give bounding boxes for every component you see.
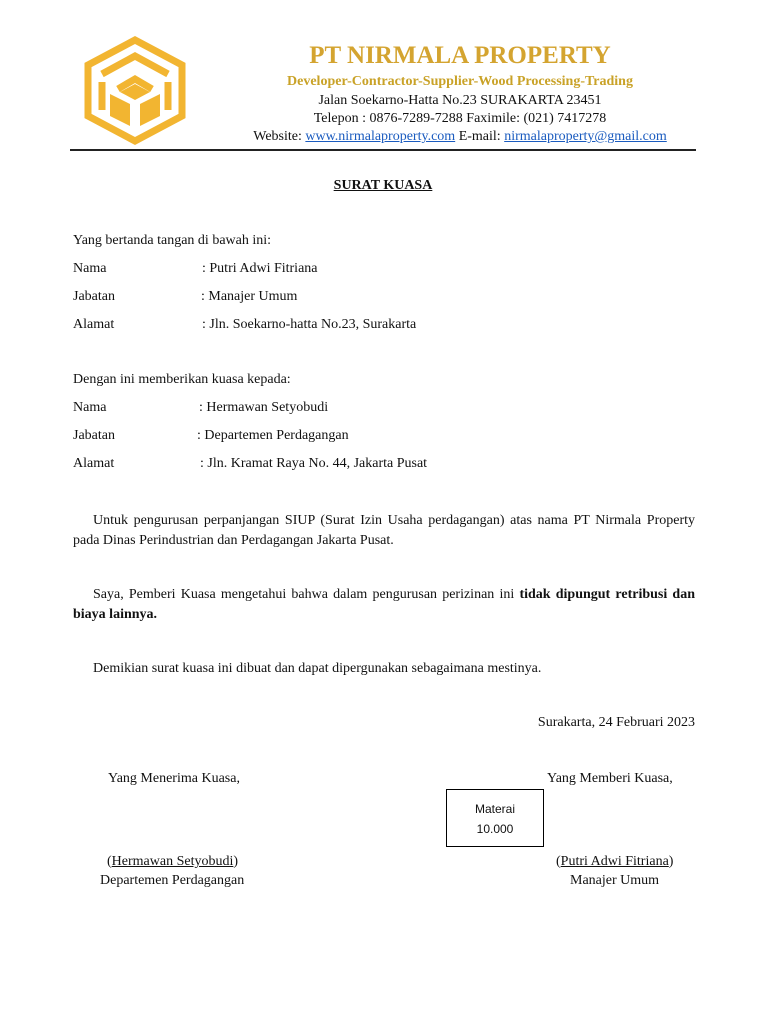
receiver-title: Departemen Perdagangan [100,873,245,888]
stamp-value: 10.000 [476,822,514,836]
company-tagline: Developer-Contractor-Supplier-Wood Processing-Trading [287,74,633,89]
email-label: E-mail: [455,129,505,144]
grantor-name-label: Nama [73,261,107,276]
giver-name: Putri Adwi Fitriana [560,854,669,869]
giver-name-line: (Putri Adwi Fitriana) [556,854,674,869]
grantee-name-value: : Hermawan Setyobudi [199,400,329,415]
place-date: Surakarta, 24 Februari 2023 [537,715,695,730]
receiver-name: Hermawan Setyobudi [111,854,234,869]
company-logo-icon [80,34,190,146]
company-phone: Telepon : 0876-7289-7288 Faximile: (021) 7417278 [313,111,607,126]
website-label: Website: [253,129,306,144]
grantor-address-value: : Jln. Soekarno-hatta No.23, Surakarta [202,317,417,332]
purpose-text: Untuk pengurusan perpanjangan SIUP (Surat Izin Usaha perdagangan) atas nama PT Nirmala Property pada Dinas Perindustrian dan Perdagangan Jakarta Pusat. [73,513,695,548]
company-contact [190,128,730,146]
fee-paragraph [73,585,695,625]
grantor-name-value: : Putri Adwi Fitriana [202,261,318,276]
website-link[interactable]: www.nirmalaproperty.com [305,129,456,144]
grantor-address-label: Alamat [73,317,115,332]
grantee-name-label: Nama [73,400,107,415]
purpose-paragraph [73,511,695,551]
company-name: PT NIRMALA PROPERTY [309,42,611,69]
receiver-name-line: (Hermawan Setyobudi) [107,854,239,869]
grantor-position-value: : Manajer Umum [201,289,298,304]
fee-text-plain: Saya, Pemberi Kuasa mengetahui bahwa dalam pengurusan perizinan ini [93,587,520,602]
company-address: Jalan Soekarno-Hatta No.23 SURAKARTA 23451 [318,93,602,108]
closing-text: Demikian surat kuasa ini dibuat dan dapat dipergunakan sebagaimana mestinya. [93,661,542,676]
closing-paragraph [73,659,695,679]
letterhead-divider [70,149,696,151]
document-title: SURAT KUASA [333,178,433,193]
grantee-position-value: : Departemen Perdagangan [197,428,349,443]
revenue-stamp-box [446,789,544,847]
giver-heading: Yang Memberi Kuasa, [547,771,673,786]
receiver-heading: Yang Menerima Kuasa, [108,771,240,786]
stamp-label: Materai [474,802,515,816]
grantee-address-value: : Jln. Kramat Raya No. 44, Jakarta Pusat [200,456,428,471]
grantor-intro: Yang bertanda tangan di bawah ini: [73,233,272,248]
grantee-intro: Dengan ini memberikan kuasa kepada: [73,372,291,387]
giver-title: Manajer Umum [570,873,660,888]
grantor-position-label: Jabatan [73,289,115,304]
fee-text-bold: tidak dipungut retribusi dan biaya lainnya. [73,587,696,622]
grantee-address-label: Alamat [73,456,115,471]
email-link[interactable]: nirmalaproperty@gmail.com [504,129,667,144]
grantee-position-label: Jabatan [73,428,115,443]
